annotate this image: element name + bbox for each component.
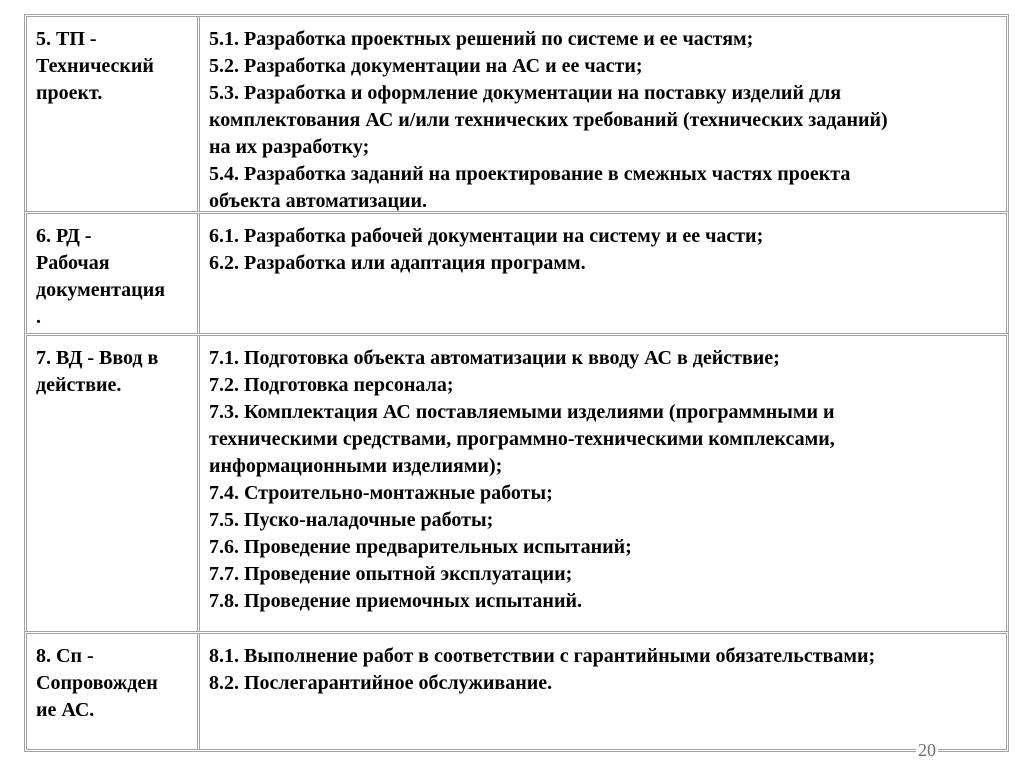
stage-line: документация	[36, 279, 166, 301]
stage-line: 8. Сп -	[36, 645, 94, 667]
item-line: объекта автоматизации.	[209, 190, 428, 211]
list-item	[209, 223, 1006, 250]
item-line: 8.1. Выполнение работ в соответствии с гарантийными обязательствами;	[209, 645, 876, 667]
item-line: 7.4. Строительно-монтажные работы;	[209, 482, 553, 504]
item-line: 7.3. Комплектация АС поставляемыми изделиями (программными и	[209, 401, 835, 423]
item-line: 5.1. Разработка проектных решений по системе и ее частям;	[209, 28, 754, 50]
item-line: техническими средствами, программно-техническими комплексами,	[209, 428, 835, 450]
item-line: комплектования АС и/или технических требований (технических заданий)	[209, 109, 888, 131]
item-line: 5.2. Разработка документации на АС и ее части;	[209, 55, 643, 77]
stage-line: 5. ТП -	[36, 28, 97, 50]
stage-line: .	[36, 306, 41, 328]
stage-line: проект.	[36, 82, 103, 104]
list-item	[209, 26, 1006, 53]
item-line: 5.3. Разработка и оформление документации на поставку изделий для	[209, 82, 842, 104]
stage-line: 7. ВД - Ввод в	[36, 347, 159, 369]
item-line: 7.6. Проведение предварительных испытаний;	[209, 536, 632, 558]
stage-line: 6. РД -	[36, 225, 92, 247]
item-line: информационными изделиями);	[209, 455, 503, 477]
stage-line: ие АС.	[36, 699, 95, 721]
item-line: 7.8. Проведение приемочных испытаний.	[209, 590, 582, 612]
item-line: на их разработку;	[209, 136, 370, 158]
list-item	[209, 399, 1006, 480]
stage-line: Рабочая	[36, 252, 110, 274]
item-line: 6.1. Разработка рабочей документации на систему и ее части;	[209, 225, 764, 247]
list-item	[209, 534, 1006, 561]
content-cell	[200, 17, 1006, 211]
table-row	[24, 333, 1009, 631]
content-cell	[200, 214, 1006, 333]
list-item	[209, 161, 1006, 211]
list-item	[209, 480, 1006, 507]
stage-cell	[27, 634, 200, 749]
page-number: 20	[918, 740, 936, 760]
list-item	[209, 643, 1006, 670]
stage-line: Сопровожден	[36, 672, 158, 694]
content-cell	[200, 336, 1006, 631]
stage-cell	[27, 17, 200, 211]
item-line: 8.2. Послегарантийное обслуживание.	[209, 672, 553, 694]
item-line: 7.2. Подготовка персонала;	[209, 374, 454, 396]
table-row	[24, 14, 1009, 211]
list-item	[209, 561, 1006, 588]
item-line: 7.5. Пуско-наладочные работы;	[209, 509, 494, 531]
list-item	[209, 588, 1006, 615]
stage-cell	[27, 336, 200, 631]
stage-line: Технический	[36, 55, 154, 77]
list-item	[209, 507, 1006, 534]
content-cell	[200, 634, 1006, 749]
table-row	[24, 631, 1009, 752]
item-line: 7.1. Подготовка объекта автоматизации к вводу АС в действие;	[209, 347, 780, 369]
item-line: 7.7. Проведение опытной эксплуатации;	[209, 563, 573, 585]
list-item	[209, 372, 1006, 399]
item-line: 5.4. Разработка заданий на проектирование в смежных частях проекта	[209, 163, 851, 185]
list-item	[209, 53, 1006, 80]
list-item	[209, 250, 1006, 277]
stage-line: действие.	[36, 374, 122, 396]
table-row	[24, 211, 1009, 333]
list-item	[209, 670, 1006, 697]
list-item	[209, 345, 1006, 372]
list-item	[209, 80, 1006, 161]
stage-cell	[27, 214, 200, 333]
item-line: 6.2. Разработка или адаптация программ.	[209, 252, 586, 274]
